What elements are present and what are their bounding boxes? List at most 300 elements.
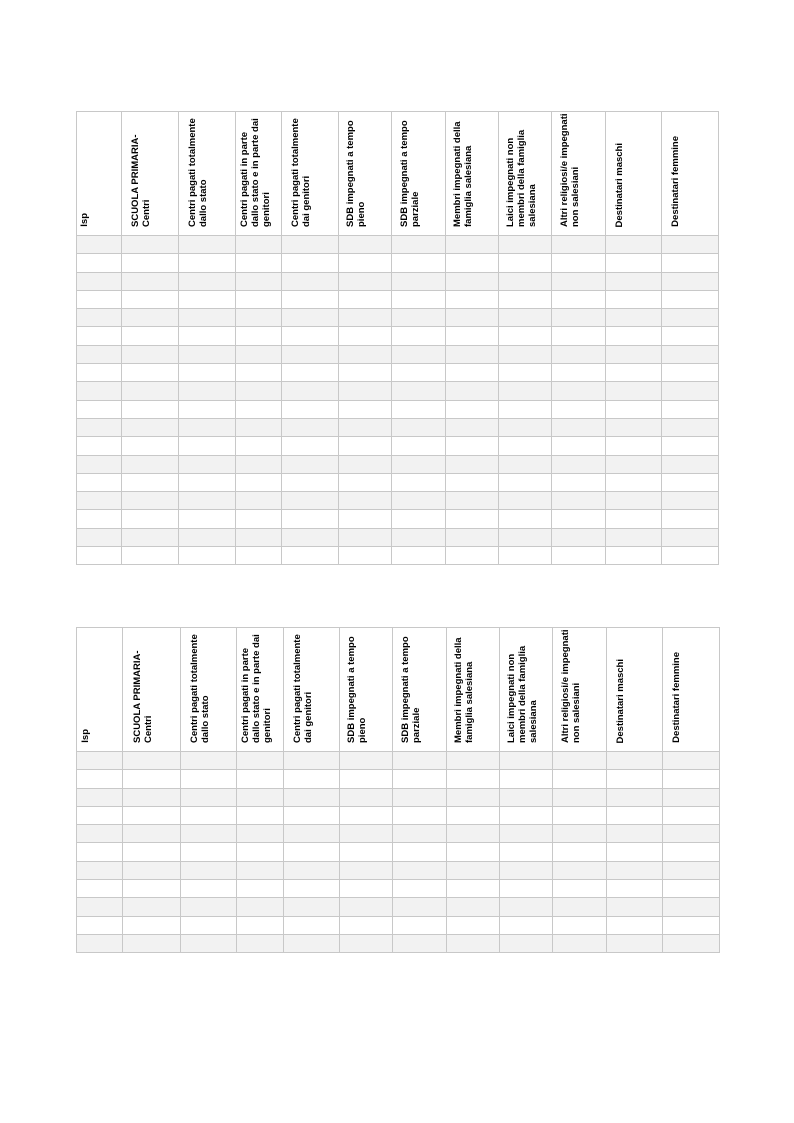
table-cell[interactable]	[663, 861, 720, 879]
table-cell[interactable]	[662, 290, 719, 308]
table-cell[interactable]	[77, 861, 123, 879]
table-cell[interactable]	[392, 309, 446, 327]
table-cell[interactable]	[393, 861, 447, 879]
table-cell[interactable]	[236, 510, 282, 528]
table-cell[interactable]	[339, 382, 392, 400]
table-cell[interactable]	[606, 400, 662, 418]
table-cell[interactable]	[179, 455, 236, 473]
table-cell[interactable]	[236, 382, 282, 400]
table-cell[interactable]	[662, 236, 719, 254]
table-cell[interactable]	[339, 364, 392, 382]
table-cell[interactable]	[446, 418, 499, 436]
table-cell[interactable]	[237, 880, 284, 898]
table-cell[interactable]	[663, 934, 720, 952]
table-cell[interactable]	[499, 455, 552, 473]
table-cell[interactable]	[553, 788, 607, 806]
table-cell[interactable]	[339, 400, 392, 418]
table-cell[interactable]	[392, 547, 446, 565]
table-cell[interactable]	[340, 898, 393, 916]
table-cell[interactable]	[77, 290, 122, 308]
table-cell[interactable]	[284, 934, 340, 952]
table-cell[interactable]	[339, 309, 392, 327]
table-cell[interactable]	[181, 916, 237, 934]
table-cell[interactable]	[606, 455, 662, 473]
table-cell[interactable]	[663, 788, 720, 806]
table-cell[interactable]	[77, 752, 123, 770]
table-cell[interactable]	[499, 272, 552, 290]
table-cell[interactable]	[499, 418, 552, 436]
table-cell[interactable]	[606, 290, 662, 308]
table-cell[interactable]	[606, 309, 662, 327]
table-cell[interactable]	[663, 843, 720, 861]
table-cell[interactable]	[77, 437, 122, 455]
table-cell[interactable]	[339, 492, 392, 510]
table-cell[interactable]	[237, 934, 284, 952]
table-cell[interactable]	[552, 345, 606, 363]
table-cell[interactable]	[500, 934, 553, 952]
table-cell[interactable]	[339, 418, 392, 436]
table-cell[interactable]	[236, 327, 282, 345]
table-cell[interactable]	[122, 455, 179, 473]
table-cell[interactable]	[392, 528, 446, 546]
table-cell[interactable]	[77, 492, 122, 510]
table-cell[interactable]	[392, 345, 446, 363]
table-cell[interactable]	[340, 916, 393, 934]
table-cell[interactable]	[237, 916, 284, 934]
table-cell[interactable]	[284, 861, 340, 879]
table-cell[interactable]	[122, 418, 179, 436]
table-cell[interactable]	[77, 364, 122, 382]
table-cell[interactable]	[393, 770, 447, 788]
table-cell[interactable]	[282, 510, 339, 528]
table-cell[interactable]	[339, 528, 392, 546]
table-cell[interactable]	[499, 382, 552, 400]
table-cell[interactable]	[662, 510, 719, 528]
table-cell[interactable]	[77, 547, 122, 565]
table-cell[interactable]	[500, 770, 553, 788]
table-cell[interactable]	[284, 825, 340, 843]
table-cell[interactable]	[607, 916, 663, 934]
table-cell[interactable]	[552, 473, 606, 491]
table-cell[interactable]	[282, 382, 339, 400]
table-cell[interactable]	[77, 473, 122, 491]
table-cell[interactable]	[236, 528, 282, 546]
table-cell[interactable]	[446, 473, 499, 491]
table-cell[interactable]	[179, 547, 236, 565]
table-cell[interactable]	[77, 327, 122, 345]
table-cell[interactable]	[77, 528, 122, 546]
table-cell[interactable]	[236, 236, 282, 254]
table-cell[interactable]	[392, 236, 446, 254]
table-cell[interactable]	[282, 327, 339, 345]
table-cell[interactable]	[662, 492, 719, 510]
table-cell[interactable]	[339, 254, 392, 272]
table-cell[interactable]	[236, 364, 282, 382]
table-cell[interactable]	[553, 843, 607, 861]
table-cell[interactable]	[606, 510, 662, 528]
table-cell[interactable]	[179, 437, 236, 455]
table-cell[interactable]	[77, 916, 123, 934]
table-cell[interactable]	[340, 880, 393, 898]
table-cell[interactable]	[181, 806, 237, 824]
table-cell[interactable]	[123, 934, 181, 952]
table-cell[interactable]	[552, 382, 606, 400]
table-cell[interactable]	[499, 473, 552, 491]
table-cell[interactable]	[282, 492, 339, 510]
table-cell[interactable]	[123, 843, 181, 861]
table-cell[interactable]	[500, 916, 553, 934]
table-cell[interactable]	[500, 806, 553, 824]
table-cell[interactable]	[181, 880, 237, 898]
table-cell[interactable]	[393, 843, 447, 861]
table-cell[interactable]	[446, 510, 499, 528]
table-cell[interactable]	[446, 290, 499, 308]
table-cell[interactable]	[446, 455, 499, 473]
table-cell[interactable]	[500, 861, 553, 879]
table-cell[interactable]	[499, 437, 552, 455]
table-cell[interactable]	[552, 364, 606, 382]
table-cell[interactable]	[179, 272, 236, 290]
table-cell[interactable]	[282, 272, 339, 290]
table-cell[interactable]	[392, 254, 446, 272]
table-cell[interactable]	[282, 473, 339, 491]
table-cell[interactable]	[123, 752, 181, 770]
table-cell[interactable]	[552, 400, 606, 418]
table-cell[interactable]	[662, 418, 719, 436]
table-cell[interactable]	[77, 770, 123, 788]
table-cell[interactable]	[552, 547, 606, 565]
table-cell[interactable]	[392, 382, 446, 400]
table-cell[interactable]	[77, 309, 122, 327]
table-cell[interactable]	[284, 752, 340, 770]
table-cell[interactable]	[122, 473, 179, 491]
table-cell[interactable]	[663, 916, 720, 934]
table-cell[interactable]	[447, 843, 500, 861]
table-cell[interactable]	[179, 382, 236, 400]
table-cell[interactable]	[339, 547, 392, 565]
table-cell[interactable]	[500, 880, 553, 898]
table-cell[interactable]	[339, 437, 392, 455]
table-cell[interactable]	[77, 455, 122, 473]
table-cell[interactable]	[447, 880, 500, 898]
table-cell[interactable]	[393, 825, 447, 843]
table-cell[interactable]	[392, 455, 446, 473]
table-cell[interactable]	[77, 236, 122, 254]
table-cell[interactable]	[606, 437, 662, 455]
table-cell[interactable]	[179, 309, 236, 327]
table-cell[interactable]	[499, 492, 552, 510]
table-cell[interactable]	[393, 880, 447, 898]
table-cell[interactable]	[607, 770, 663, 788]
table-cell[interactable]	[236, 345, 282, 363]
table-cell[interactable]	[340, 861, 393, 879]
table-cell[interactable]	[446, 254, 499, 272]
table-cell[interactable]	[447, 788, 500, 806]
table-cell[interactable]	[499, 528, 552, 546]
table-cell[interactable]	[236, 492, 282, 510]
table-cell[interactable]	[553, 898, 607, 916]
table-cell[interactable]	[392, 290, 446, 308]
table-cell[interactable]	[236, 473, 282, 491]
table-cell[interactable]	[179, 345, 236, 363]
table-cell[interactable]	[607, 752, 663, 770]
table-cell[interactable]	[122, 327, 179, 345]
table-cell[interactable]	[122, 254, 179, 272]
table-cell[interactable]	[393, 788, 447, 806]
table-cell[interactable]	[606, 254, 662, 272]
table-cell[interactable]	[237, 898, 284, 916]
table-cell[interactable]	[77, 880, 123, 898]
table-cell[interactable]	[179, 528, 236, 546]
table-cell[interactable]	[553, 934, 607, 952]
table-cell[interactable]	[447, 934, 500, 952]
table-cell[interactable]	[179, 510, 236, 528]
table-cell[interactable]	[179, 418, 236, 436]
table-cell[interactable]	[339, 345, 392, 363]
table-cell[interactable]	[123, 916, 181, 934]
table-cell[interactable]	[77, 254, 122, 272]
table-cell[interactable]	[606, 547, 662, 565]
table-cell[interactable]	[552, 418, 606, 436]
table-cell[interactable]	[392, 400, 446, 418]
table-cell[interactable]	[552, 254, 606, 272]
table-cell[interactable]	[237, 770, 284, 788]
table-cell[interactable]	[663, 898, 720, 916]
table-cell[interactable]	[123, 898, 181, 916]
table-cell[interactable]	[662, 437, 719, 455]
table-cell[interactable]	[122, 437, 179, 455]
table-cell[interactable]	[179, 400, 236, 418]
table-cell[interactable]	[393, 916, 447, 934]
table-cell[interactable]	[282, 547, 339, 565]
table-cell[interactable]	[392, 418, 446, 436]
table-cell[interactable]	[607, 880, 663, 898]
table-cell[interactable]	[282, 364, 339, 382]
table-cell[interactable]	[446, 309, 499, 327]
table-cell[interactable]	[282, 254, 339, 272]
table-cell[interactable]	[236, 309, 282, 327]
table-cell[interactable]	[237, 752, 284, 770]
table-cell[interactable]	[499, 364, 552, 382]
table-cell[interactable]	[340, 843, 393, 861]
table-cell[interactable]	[181, 788, 237, 806]
table-cell[interactable]	[181, 770, 237, 788]
table-cell[interactable]	[77, 934, 123, 952]
table-cell[interactable]	[607, 861, 663, 879]
table-cell[interactable]	[282, 455, 339, 473]
table-cell[interactable]	[499, 309, 552, 327]
table-cell[interactable]	[179, 290, 236, 308]
table-cell[interactable]	[606, 528, 662, 546]
table-cell[interactable]	[122, 290, 179, 308]
table-cell[interactable]	[606, 327, 662, 345]
table-cell[interactable]	[393, 934, 447, 952]
table-cell[interactable]	[500, 898, 553, 916]
table-cell[interactable]	[236, 400, 282, 418]
table-cell[interactable]	[663, 770, 720, 788]
table-cell[interactable]	[181, 752, 237, 770]
table-cell[interactable]	[236, 437, 282, 455]
table-cell[interactable]	[123, 861, 181, 879]
table-cell[interactable]	[282, 528, 339, 546]
table-cell[interactable]	[284, 770, 340, 788]
table-cell[interactable]	[392, 364, 446, 382]
table-cell[interactable]	[123, 788, 181, 806]
table-cell[interactable]	[662, 547, 719, 565]
table-cell[interactable]	[662, 272, 719, 290]
table-cell[interactable]	[284, 843, 340, 861]
table-cell[interactable]	[662, 327, 719, 345]
table-cell[interactable]	[447, 825, 500, 843]
table-cell[interactable]	[499, 345, 552, 363]
table-cell[interactable]	[553, 770, 607, 788]
table-cell[interactable]	[77, 400, 122, 418]
table-cell[interactable]	[236, 418, 282, 436]
table-cell[interactable]	[181, 843, 237, 861]
table-cell[interactable]	[392, 492, 446, 510]
table-cell[interactable]	[606, 473, 662, 491]
table-cell[interactable]	[179, 364, 236, 382]
table-cell[interactable]	[179, 327, 236, 345]
table-cell[interactable]	[663, 825, 720, 843]
table-cell[interactable]	[392, 473, 446, 491]
table-cell[interactable]	[282, 437, 339, 455]
table-cell[interactable]	[77, 510, 122, 528]
table-cell[interactable]	[282, 236, 339, 254]
table-cell[interactable]	[662, 528, 719, 546]
table-cell[interactable]	[237, 843, 284, 861]
table-cell[interactable]	[552, 528, 606, 546]
table-cell[interactable]	[392, 510, 446, 528]
table-cell[interactable]	[663, 752, 720, 770]
table-cell[interactable]	[446, 382, 499, 400]
table-cell[interactable]	[446, 492, 499, 510]
table-cell[interactable]	[552, 272, 606, 290]
table-cell[interactable]	[499, 400, 552, 418]
table-cell[interactable]	[446, 345, 499, 363]
table-cell[interactable]	[181, 825, 237, 843]
table-cell[interactable]	[393, 806, 447, 824]
table-cell[interactable]	[393, 898, 447, 916]
table-cell[interactable]	[607, 788, 663, 806]
table-cell[interactable]	[499, 254, 552, 272]
table-cell[interactable]	[662, 345, 719, 363]
table-cell[interactable]	[236, 272, 282, 290]
table-cell[interactable]	[552, 327, 606, 345]
table-cell[interactable]	[284, 788, 340, 806]
table-cell[interactable]	[282, 309, 339, 327]
table-cell[interactable]	[393, 752, 447, 770]
table-cell[interactable]	[236, 455, 282, 473]
table-cell[interactable]	[500, 843, 553, 861]
table-cell[interactable]	[282, 290, 339, 308]
table-cell[interactable]	[77, 843, 123, 861]
table-cell[interactable]	[446, 528, 499, 546]
table-cell[interactable]	[237, 788, 284, 806]
table-cell[interactable]	[339, 473, 392, 491]
table-cell[interactable]	[500, 825, 553, 843]
table-cell[interactable]	[122, 547, 179, 565]
table-cell[interactable]	[662, 473, 719, 491]
table-cell[interactable]	[340, 806, 393, 824]
table-cell[interactable]	[339, 510, 392, 528]
table-cell[interactable]	[607, 806, 663, 824]
table-cell[interactable]	[122, 382, 179, 400]
table-cell[interactable]	[553, 825, 607, 843]
table-cell[interactable]	[446, 364, 499, 382]
table-cell[interactable]	[446, 272, 499, 290]
table-cell[interactable]	[607, 825, 663, 843]
table-cell[interactable]	[282, 400, 339, 418]
table-cell[interactable]	[446, 437, 499, 455]
table-cell[interactable]	[499, 236, 552, 254]
table-cell[interactable]	[606, 236, 662, 254]
table-cell[interactable]	[339, 272, 392, 290]
table-cell[interactable]	[447, 752, 500, 770]
table-cell[interactable]	[662, 455, 719, 473]
table-cell[interactable]	[499, 327, 552, 345]
table-cell[interactable]	[123, 825, 181, 843]
table-cell[interactable]	[122, 364, 179, 382]
table-cell[interactable]	[122, 345, 179, 363]
table-cell[interactable]	[181, 898, 237, 916]
table-cell[interactable]	[179, 254, 236, 272]
table-cell[interactable]	[552, 290, 606, 308]
table-cell[interactable]	[606, 345, 662, 363]
table-cell[interactable]	[339, 236, 392, 254]
table-cell[interactable]	[340, 934, 393, 952]
table-cell[interactable]	[500, 752, 553, 770]
table-cell[interactable]	[181, 934, 237, 952]
table-cell[interactable]	[284, 898, 340, 916]
table-cell[interactable]	[663, 806, 720, 824]
table-cell[interactable]	[606, 492, 662, 510]
table-cell[interactable]	[340, 788, 393, 806]
table-cell[interactable]	[179, 492, 236, 510]
table-cell[interactable]	[447, 806, 500, 824]
table-cell[interactable]	[447, 916, 500, 934]
table-cell[interactable]	[284, 916, 340, 934]
table-cell[interactable]	[237, 861, 284, 879]
table-cell[interactable]	[606, 364, 662, 382]
table-cell[interactable]	[552, 455, 606, 473]
table-cell[interactable]	[392, 272, 446, 290]
table-cell[interactable]	[339, 327, 392, 345]
table-cell[interactable]	[662, 254, 719, 272]
table-cell[interactable]	[662, 400, 719, 418]
table-cell[interactable]	[123, 806, 181, 824]
table-cell[interactable]	[340, 752, 393, 770]
table-cell[interactable]	[447, 898, 500, 916]
table-cell[interactable]	[339, 455, 392, 473]
table-cell[interactable]	[122, 492, 179, 510]
table-cell[interactable]	[553, 880, 607, 898]
table-cell[interactable]	[446, 547, 499, 565]
table-cell[interactable]	[340, 770, 393, 788]
table-cell[interactable]	[446, 327, 499, 345]
table-cell[interactable]	[77, 806, 123, 824]
table-cell[interactable]	[552, 492, 606, 510]
table-cell[interactable]	[236, 254, 282, 272]
table-cell[interactable]	[553, 916, 607, 934]
table-cell[interactable]	[662, 309, 719, 327]
table-cell[interactable]	[77, 418, 122, 436]
table-cell[interactable]	[663, 880, 720, 898]
table-cell[interactable]	[447, 861, 500, 879]
table-cell[interactable]	[446, 400, 499, 418]
table-cell[interactable]	[237, 825, 284, 843]
table-cell[interactable]	[662, 382, 719, 400]
